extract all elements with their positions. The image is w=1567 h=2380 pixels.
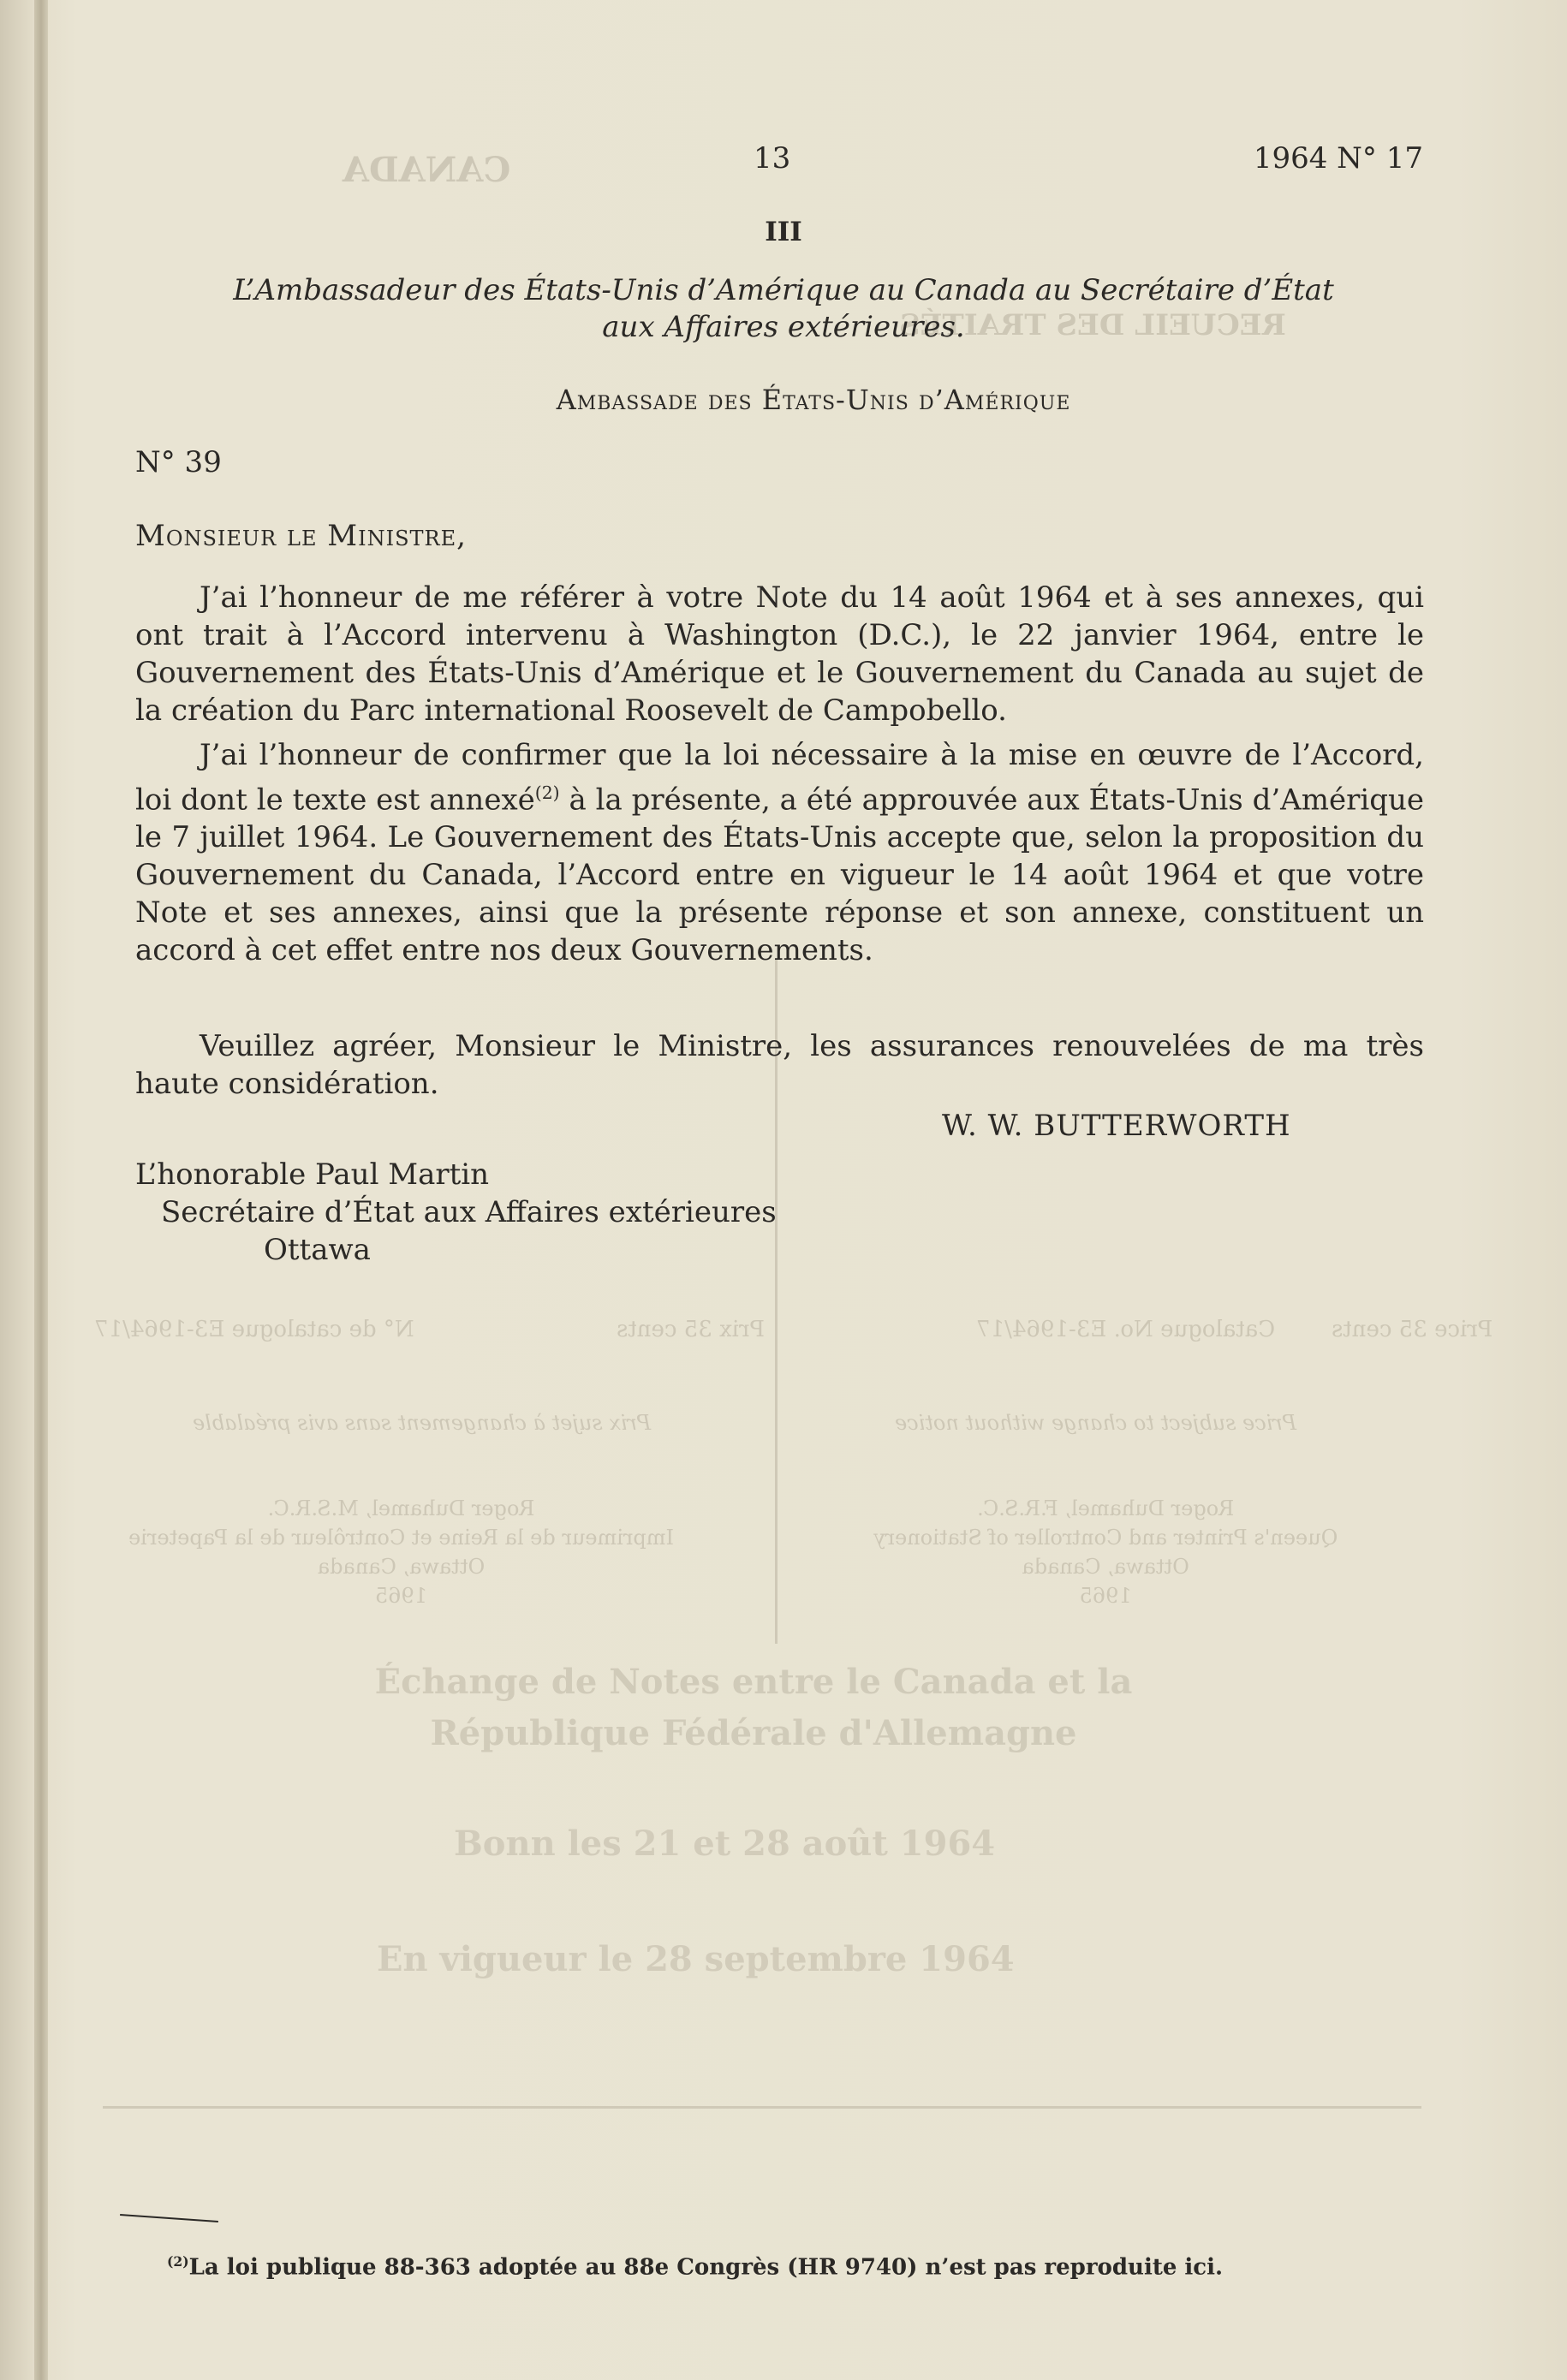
section-numeral: III xyxy=(765,217,802,247)
note-number: N° 39 xyxy=(135,445,222,479)
footnote-marker: (2) xyxy=(167,2253,189,2270)
paragraph-2-part-1: J’ai l’honneur de confirmer que la loi nécessaire à la mise en œuvre de l’Accord, loi dont le texte est annexé xyxy=(135,738,1424,818)
book-spine-shadow xyxy=(34,0,48,2380)
ghost-vigueur: En vigueur le 28 septembre 1964 xyxy=(377,1939,1015,1979)
footnote-rule xyxy=(120,2214,218,2222)
signature: W. W. BUTTERWORTH xyxy=(942,1109,1291,1143)
footnote-reference: (2) xyxy=(534,782,560,803)
ghost-prix-right: Prix 35 cents xyxy=(617,1317,765,1342)
paragraph-2-part-2: à la présente, a été approuvée aux États-Unis d’Amérique le 7 juillet 1964. Le Gouvernement des États-Unis accepte que, selon la proposition du Gouvernement du Canada, l’Accord entre en vigueur le 14 août 1964 et que votre Note et ses annexes, ainsi que la présente réponse et son annexe, constituent un accord à cet effet entre nos deux Gouvernements. xyxy=(135,782,1424,968)
addressee-city: Ottawa xyxy=(264,1233,371,1267)
ghost-bonn: Bonn les 21 et 28 août 1964 xyxy=(454,1824,996,1864)
addressee-block xyxy=(135,1156,777,1269)
ghost-change-right: Prix sujet à changement sans avis préalable xyxy=(193,1411,652,1435)
ghost-price-left: Price 35 cents xyxy=(1332,1317,1493,1342)
paragraph-3 xyxy=(135,1027,1424,1103)
salutation: Monsieur le Ministre, xyxy=(135,519,467,553)
ghost-catalogue-right: N° de catalogue E3-1964/17 xyxy=(94,1317,414,1342)
document-number: 1964 N° 17 xyxy=(1253,141,1423,176)
ghost-recueil: RECUEIL DES TRAITÉS xyxy=(899,308,1286,342)
ghost-printer-right: Roger Duhamel, M.S.R.C. Imprimeur de la Reine et Contrôleur de la Papeterie Ottawa, Canada 1965 xyxy=(128,1496,675,1608)
letter-heading: L’Ambassadeur des États-Unis d’Amérique au Canada au Secrétaire d’État aux Affaires extérieures. xyxy=(233,273,1334,344)
addressee-name: L’honorable Paul Martin xyxy=(135,1157,490,1192)
ghost-exchange: Échange de Notes entre le Canada et la République Fédérale d'Allemagne xyxy=(374,1662,1133,1753)
paragraph-3-text: Veuillez agréer, Monsieur le Ministre, les assurances renouvelées de ma très haute considération. xyxy=(135,1029,1424,1101)
ghost-catalogue-left: Catalogue No. E3-1964/17 xyxy=(976,1317,1276,1342)
paragraph-1-text: J’ai l’honneur de me référer à votre Note du 14 août 1964 et à ses annexes, qui ont trait à l’Accord intervenu à Washington (D.C.), le 22 janvier 1964, entre le Gouvernement des États-Unis d’Amérique et le Gouvernement du Canada au sujet de la création du Parc international Roosevelt de Campobello. xyxy=(135,580,1424,728)
page-number: 13 xyxy=(754,141,791,176)
addressee-title: Secrétaire d’État aux Affaires extérieures xyxy=(161,1195,777,1229)
paragraph-1 xyxy=(135,579,1424,729)
ghost-canada: CANADA xyxy=(343,150,511,190)
footnote-text: La loi publique 88-363 adoptée au 88e Congrès (HR 9740) n’est pas reproduite ici. xyxy=(188,2254,1224,2281)
embassy-title: Ambassade des États-Unis d’Amérique xyxy=(556,384,1071,416)
paragraph-2-text xyxy=(135,736,1424,969)
ghost-printer-left: Roger Duhamel, F.R.S.C. Queen's Printer and Controller of Stationery Ottawa, Canada 1965 xyxy=(873,1496,1338,1608)
ghost-bottom-rule xyxy=(103,2106,1421,2109)
ghost-change-left: Price subject to change without notice xyxy=(895,1411,1297,1435)
footnote xyxy=(167,2253,1223,2281)
paragraph-2 xyxy=(135,736,1424,969)
